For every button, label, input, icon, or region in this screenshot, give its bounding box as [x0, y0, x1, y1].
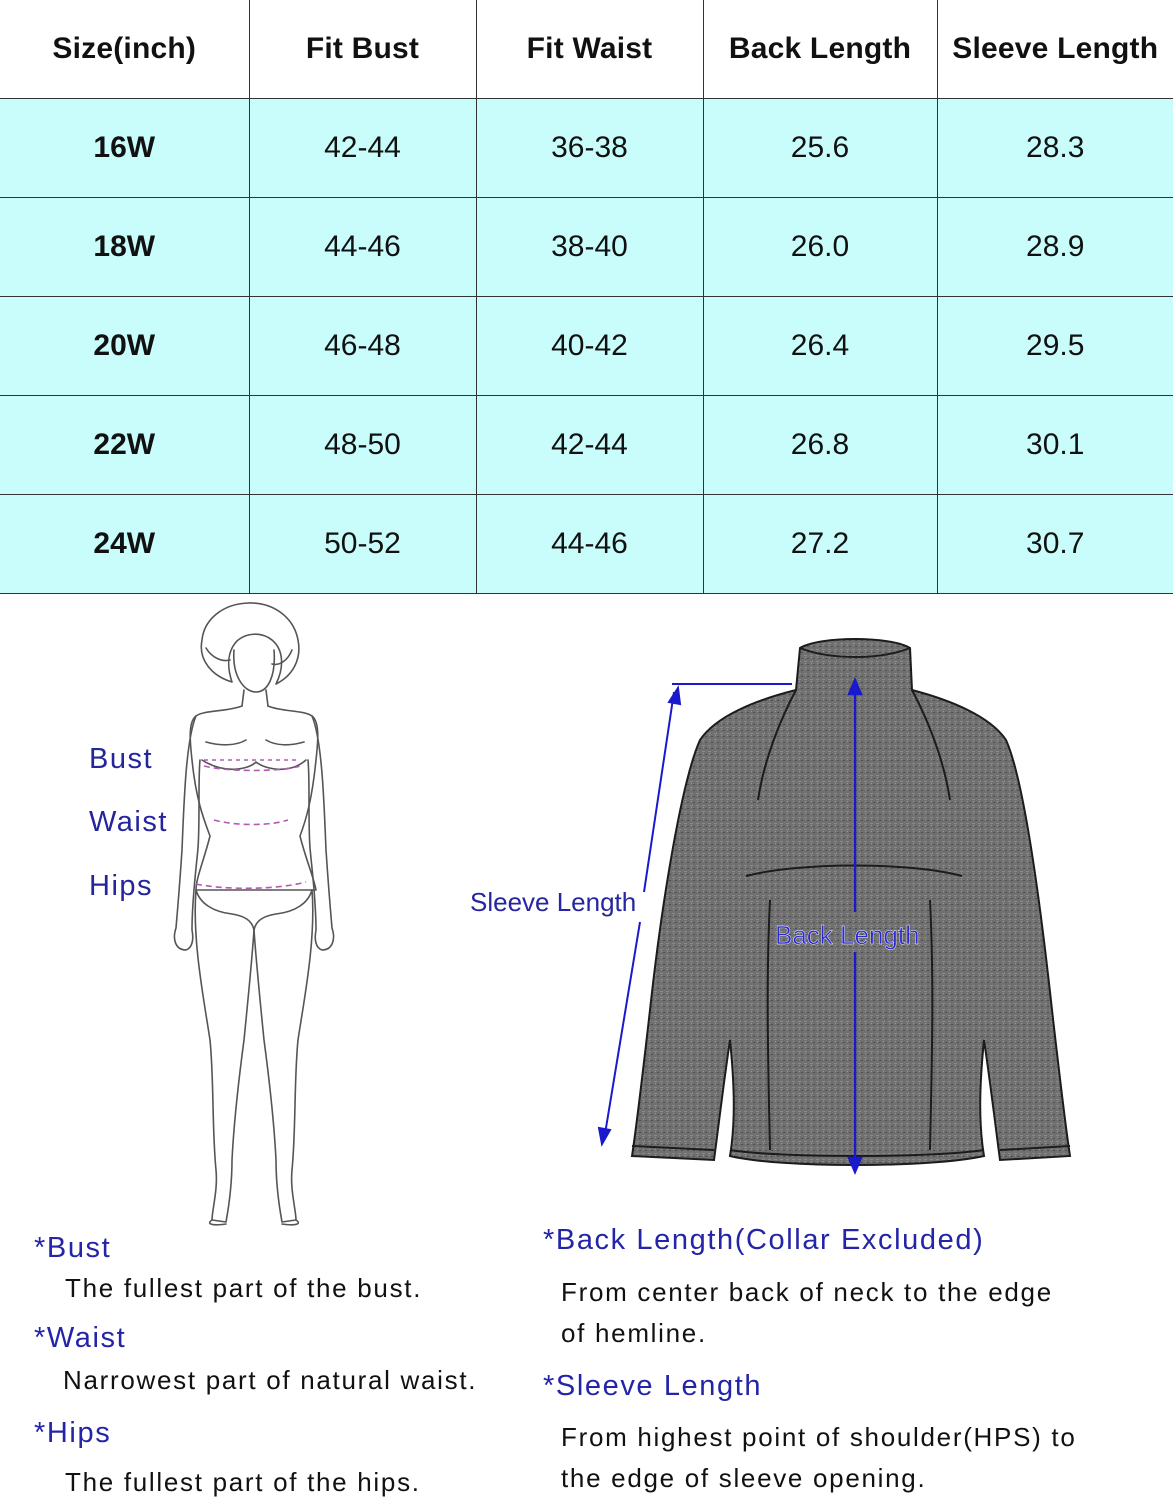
back-length-cell: 27.2 — [703, 495, 937, 594]
size-cell: 24W — [0, 495, 249, 594]
bust-cell: 50-52 — [249, 495, 476, 594]
sleeve-length-cell: 28.3 — [937, 99, 1173, 198]
header-size: Size(inch) — [0, 0, 249, 99]
back-length-cell: 25.6 — [703, 99, 937, 198]
header-fit-waist: Fit Waist — [476, 0, 703, 99]
sleeve-length-definition-text-1: From highest point of shoulder(HPS) to — [561, 1422, 1077, 1452]
table-header-row — [0, 0, 1173, 99]
size-cell: 18W — [0, 198, 249, 297]
table-row — [0, 198, 1173, 297]
size-cell: 20W — [0, 297, 249, 396]
header-back-length: Back Length — [703, 0, 937, 99]
sleeve-length-definition-text-2: the edge of sleeve opening. — [561, 1463, 927, 1493]
face-outline — [234, 650, 275, 692]
sleeve-length-label: Sleeve Length — [470, 887, 637, 917]
hips-definition-text: The fullest part of the hips. — [65, 1467, 421, 1497]
body-figure-illustration — [160, 598, 350, 1228]
jacket-illustration — [590, 630, 1100, 1180]
back-length-cell: 26.4 — [703, 297, 937, 396]
waist-cell: 44-46 — [476, 495, 703, 594]
hips-label: Hips — [89, 870, 154, 902]
back-length-definition-text-1: From center back of neck to the edge — [561, 1277, 1053, 1307]
sleeve-length-cell: 28.9 — [937, 198, 1173, 297]
sleeve-length-definition-title: *Sleeve Length — [543, 1370, 763, 1402]
hips-measure-line — [196, 882, 306, 888]
bust-cell: 42-44 — [249, 99, 476, 198]
size-chart-table — [0, 0, 1173, 594]
waist-cell: 42-44 — [476, 396, 703, 495]
bust-label: Bust — [89, 743, 154, 775]
back-length-definition-title: *Back Length(Collar Excluded) — [543, 1224, 985, 1256]
right-arm — [308, 716, 334, 950]
table-row — [0, 396, 1173, 495]
waist-cell: 36-38 — [476, 99, 703, 198]
table-row — [0, 99, 1173, 198]
header-fit-bust: Fit Bust — [249, 0, 476, 99]
waist-definition-title: *Waist — [34, 1322, 127, 1354]
right-leg — [254, 890, 313, 1222]
table-row — [0, 297, 1173, 396]
sleeve-length-cell: 29.5 — [937, 297, 1173, 396]
bust-cell: 44-46 — [249, 198, 476, 297]
back-length-definition-text-2: of hemline. — [561, 1318, 707, 1348]
size-cell: 22W — [0, 396, 249, 495]
bust-definition-text: The fullest part of the bust. — [65, 1273, 423, 1303]
size-cell: 16W — [0, 99, 249, 198]
waist-measure-line — [214, 820, 288, 825]
left-leg — [195, 890, 254, 1222]
back-length-label: Back Length — [775, 920, 920, 950]
back-length-cell: 26.8 — [703, 396, 937, 495]
waist-definition-text: Narrowest part of natural waist. — [63, 1365, 478, 1395]
bust-cell: 48-50 — [249, 396, 476, 495]
hair-outline — [201, 603, 299, 684]
bust-definition-title: *Bust — [34, 1232, 112, 1264]
table-row — [0, 495, 1173, 594]
jacket-body — [632, 639, 1070, 1165]
header-sleeve-length: Sleeve Length — [937, 0, 1173, 99]
sleeve-length-cell: 30.1 — [937, 396, 1173, 495]
torso-outline — [190, 706, 318, 890]
back-length-cell: 26.0 — [703, 198, 937, 297]
sleeve-length-arrow-bottom — [604, 922, 640, 1140]
bust-cell: 46-48 — [249, 297, 476, 396]
left-arm — [174, 716, 200, 950]
hips-definition-title: *Hips — [34, 1417, 112, 1449]
waist-label: Waist — [89, 806, 168, 838]
waist-cell: 40-42 — [476, 297, 703, 396]
waist-cell: 38-40 — [476, 198, 703, 297]
sleeve-length-cell: 30.7 — [937, 495, 1173, 594]
